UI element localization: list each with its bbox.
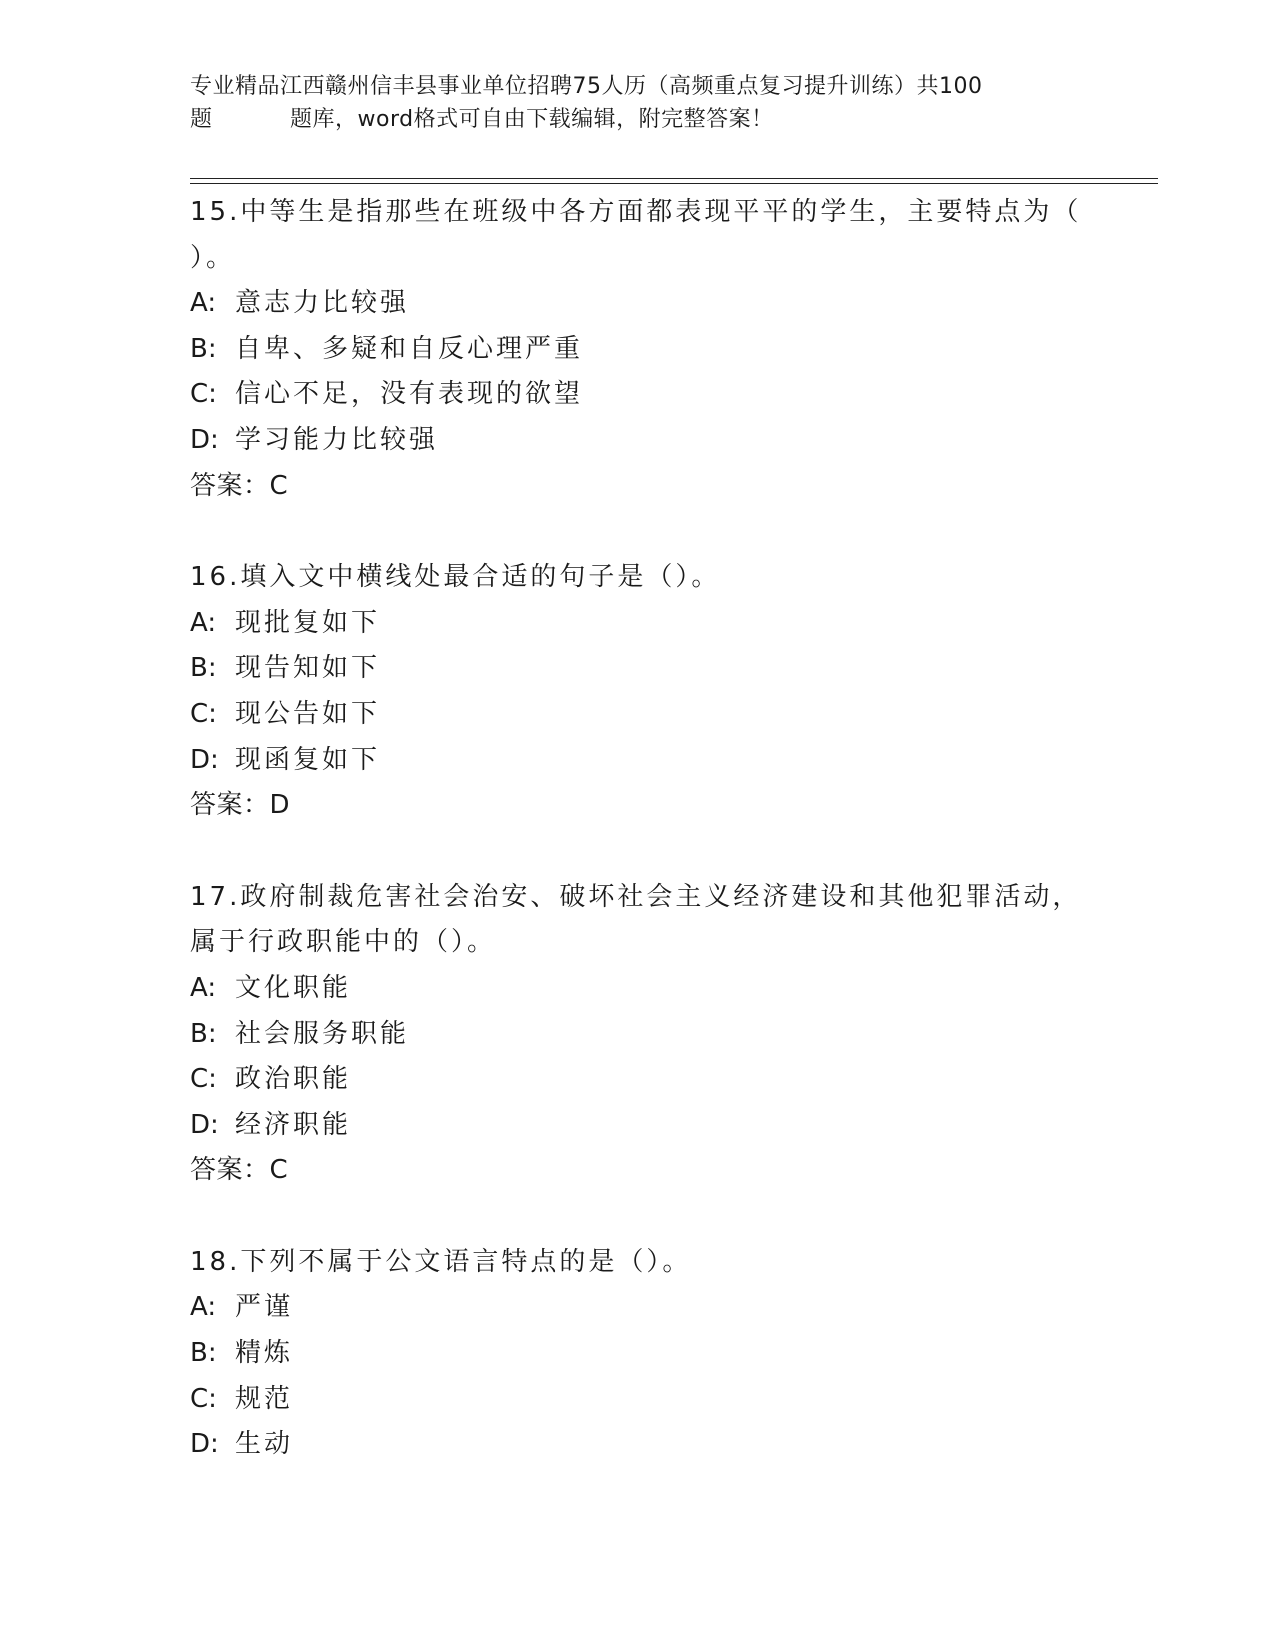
question-text: 属于行政职能中的（）。 [190, 927, 497, 958]
question-text: ）。 [190, 242, 236, 273]
question-17 [190, 875, 1090, 1194]
option-key: B: [190, 1338, 217, 1369]
header-line-2-text: 题库，word格式可自由下载编辑，附完整答案！ [290, 107, 774, 132]
option-text: 现告知如下 [235, 653, 381, 684]
option-key: A: [190, 607, 217, 638]
option-b [190, 646, 1090, 692]
option-text: 规范 [235, 1383, 294, 1414]
option-a [190, 601, 1090, 647]
question-list [190, 190, 1090, 1514]
option-key: C: [190, 1064, 217, 1095]
answer: 答案：D [190, 790, 291, 821]
answer: 答案：C [190, 1155, 289, 1186]
option-text: 意志力比较强 [235, 288, 410, 319]
option-text: 现批复如下 [235, 607, 381, 638]
option-key: B: [190, 653, 217, 684]
question-text: 15.中等生是指那些在班级中各方面都表现平平的学生，主要特点为（ [190, 197, 1082, 227]
option-c [190, 372, 1090, 418]
option-text: 学习能力比较强 [235, 424, 439, 455]
option-key: C: [190, 379, 217, 410]
option-key: A: [190, 972, 217, 1003]
option-text: 文化职能 [235, 972, 352, 1003]
question-15 [190, 190, 1090, 509]
option-text: 精炼 [235, 1338, 294, 1369]
option-key: C: [190, 1383, 217, 1414]
option-key: D: [190, 744, 219, 775]
header-rule-top [190, 178, 1158, 179]
option-text: 经济职能 [235, 1109, 352, 1140]
question-text: 16.填入文中横线处最合适的句子是（）。 [190, 562, 721, 593]
option-a [190, 966, 1090, 1012]
option-text: 现公告如下 [235, 698, 381, 729]
option-key: C: [190, 698, 217, 729]
document-header [190, 70, 1090, 136]
option-a [190, 1285, 1090, 1331]
header-line-1: 专业精品江西赣州信丰县事业单位招聘75人历（高频重点复习提升训练）共100 [190, 74, 983, 99]
option-c [190, 1057, 1090, 1103]
question-text: 17.政府制裁危害社会治安、破坏社会主义经济建设和其他犯罪活动， [190, 881, 1082, 912]
option-b [190, 1012, 1090, 1058]
option-text: 信心不足，没有表现的欲望 [235, 379, 584, 410]
option-key: D: [190, 424, 219, 455]
option-c [190, 692, 1090, 738]
option-d [190, 1103, 1090, 1149]
option-text: 社会服务职能 [235, 1018, 410, 1049]
header-line-2 [190, 103, 1090, 136]
header-line-2-prefix: 题 [190, 107, 213, 132]
option-text: 政治职能 [235, 1064, 352, 1095]
option-text: 现函复如下 [235, 744, 381, 775]
question-18 [190, 1240, 1090, 1468]
option-d [190, 1422, 1090, 1468]
option-key: B: [190, 333, 217, 364]
option-text: 自卑、多疑和自反心理严重 [235, 333, 584, 364]
option-b [190, 1331, 1090, 1377]
header-rule-bottom [190, 183, 1158, 184]
option-d [190, 738, 1090, 784]
option-b [190, 327, 1090, 373]
option-text: 严谨 [235, 1292, 294, 1323]
option-key: A: [190, 1292, 217, 1323]
option-text: 生动 [235, 1429, 294, 1460]
option-key: D: [190, 1429, 219, 1460]
option-key: B: [190, 1018, 217, 1049]
answer: 答案：C [190, 470, 289, 501]
option-key: A: [190, 288, 217, 319]
option-d [190, 418, 1090, 464]
question-text: 18.下列不属于公文语言特点的是（）。 [190, 1246, 692, 1277]
question-16 [190, 555, 1090, 829]
option-key: D: [190, 1109, 219, 1140]
option-a [190, 281, 1090, 327]
option-c [190, 1377, 1090, 1423]
